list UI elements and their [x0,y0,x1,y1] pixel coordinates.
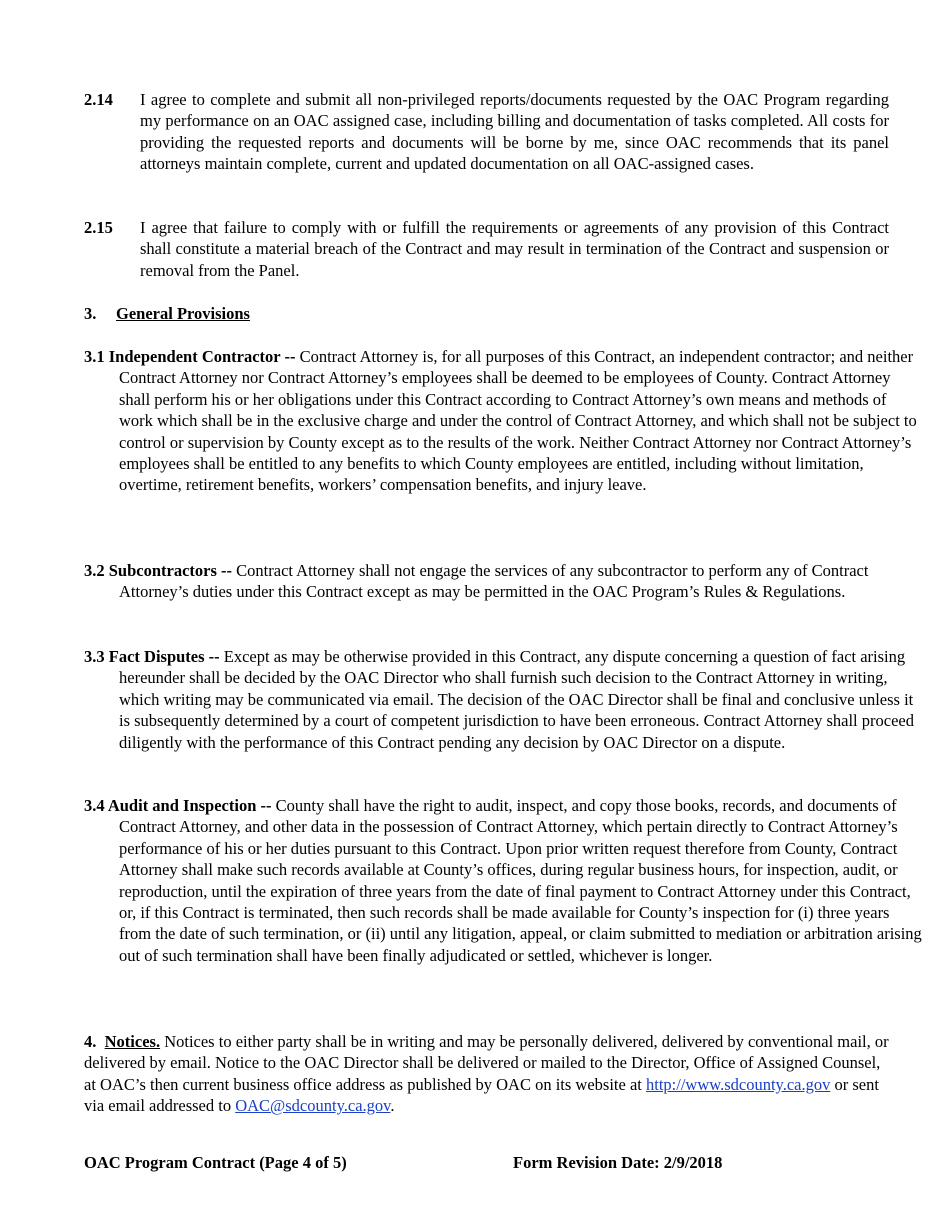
notices-title: Notices. [104,1032,161,1051]
oac-email-link[interactable]: OAC@sdcounty.ca.gov [235,1096,391,1116]
footer-page-label: OAC Program Contract (Page 4 of 5) [84,1153,347,1172]
clause-text: I agree that failure to comply with or fulfill the requirements or agreements of any provision of this Contract shall constitute a material breach of the Contract and may result in termination of the Contract and suspension or removal from the Panel. [140,218,889,280]
clause-number: 2.14 [84,90,113,109]
clause-number: 2.15 [84,218,113,237]
notices-section [84,1031,889,1117]
subsection-3-1 [84,346,924,496]
section-number: 3. [84,304,97,323]
subsection-label: 3.4 Audit and Inspection -- [84,796,272,815]
subsection-label: 3.3 Fact Disputes -- [84,647,220,666]
county-website-link[interactable]: http://www.sdcounty.ca.gov [645,1074,831,1094]
subsection-3-3 [84,646,924,753]
subsection-3-4 [84,795,924,966]
notices-end: . [390,1096,395,1116]
subsection-text: County shall have the right to audit, inspect, and copy those books, records, and documents of Contract Attorney, and other data in the possession of Contract Attorney, which pertain directly to Contract Attorney’s performance of his or her duties pursuant to this Contract. Upon prior written request therefore from County, Contract Attorney shall make such records available at County’s offices, during regular business hours, for inspection, audit, or reproduction, until the expiration of three years from the date of final payment to Contract Attorney under this Contract, or, if this Contract is terminated, then such records shall be made available for County’s inspection for (i) three years from the date of such termination, or (ii) until any litigation, appeal, or claim submitted to mediation or arbitration arising out of such termination shall have been finally adjudicated or settled, whichever is longer. [119,796,922,965]
subsection-label: 3.1 Independent Contractor -- [84,347,296,366]
footer-revision-date: Form Revision Date: 2/9/2018 [513,1153,723,1172]
subsection-text: Except as may be otherwise provided in this Contract, any dispute concerning a question of fact arising hereunder shall be decided by the OAC Director who shall furnish such decision to the Contract Attorney in writing, which writing may be communicated via email. The decision of the OAC Director shall be final and conclusive unless it is subsequently determined by a court of competent jurisdiction to have been erroneous. Contract Attorney shall proceed diligently with the performance of this Contract pending any decision by OAC Director on a dispute. [119,647,914,752]
notices-text: Notices to either party shall be in writing and may be personally delivered, delivered by conventional mail, or delivered by email. Notice to the OAC Director shall be delivered or mailed to the Director, Office of Assigned Counsel, at OAC’s then current business office address as published by OAC on its website at [84,1032,889,1094]
notices-middle-text: or sent via email addressed to [84,1074,879,1116]
subsection-text: Contract Attorney is, for all purposes of this Contract, an independent contractor; and neither Contract Attorney nor Contract Attorney’s employees shall be deemed to be employees of County. Contract Attorney shall perform his or her obligations under this Contract according to Contract Attorney’s own means and methods of work which shall be in the exclusive charge and under the control of Contract Attorney, and which shall not be subject to control or supervision by County except as to the results of the work. Neither Contract Attorney nor Contract Attorney’s employees shall be entitled to any benefits to which County employees are entitled, including without limitation, overtime, retirement benefits, workers’ compensation benefits, and injury leave. [119,347,917,495]
subsection-3-2 [84,560,924,603]
clause-2-14 [84,89,889,175]
clause-text: I agree to complete and submit all non-privileged reports/documents requested by the OAC Program regarding my performance on an OAC assigned case, including billing and documentation of tasks completed. All costs for providing the requested reports and documents will be borne by me, since OAC recommends that its panel attorneys maintain complete, current and updated documentation on all OAC-assigned cases. [140,90,889,174]
section-title: General Provisions [116,304,250,323]
notices-number: 4. [84,1032,97,1051]
clause-2-15 [84,217,889,281]
subsection-label: 3.2 Subcontractors -- [84,561,233,580]
subsection-text: Contract Attorney shall not engage the services of any subcontractor to perform any of Contract Attorney’s duties under this Contract except as may be permitted in the OAC Program’s Rules & Regulations. [119,561,869,602]
section-heading [84,303,889,324]
